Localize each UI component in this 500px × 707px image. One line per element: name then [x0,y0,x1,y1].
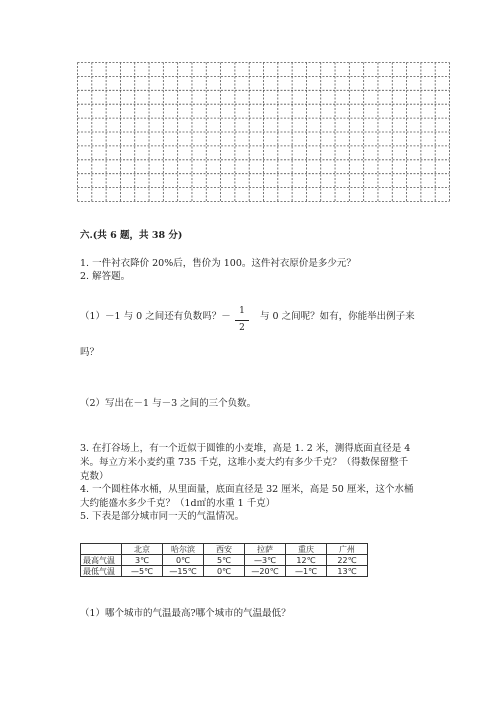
question-5-1: （1）哪个城市的气温最高?哪个城市的气温最低？ [80,608,291,619]
question-3-line-3: 克数） [80,471,109,482]
fraction-denominator: 2 [239,323,245,333]
city-header: 北京 [122,544,163,555]
table-cell: —15℃ [163,566,204,577]
question-4-line-2: 大约能盛水多少千克？（1d㎡的水重 1 千克） [80,498,276,509]
fraction [235,306,249,334]
table-cell: —3℃ [245,555,286,566]
question-2: 2. 解答题。 [80,271,131,282]
table-row [81,566,368,577]
table-cell: 12℃ [286,555,327,566]
question-5: 5. 下表是部分城市同一天的气温情况。 [80,511,245,522]
table-cell: —1℃ [286,566,327,577]
city-header: 重庆 [286,544,327,555]
table-cell: —5℃ [122,566,163,577]
fraction-bar [235,320,249,321]
table-cell: —20℃ [245,566,286,577]
question-2-1-part-a: （1）－1 与 0 之间还有负数吗？－ [80,311,231,322]
question-2-1-part-b: 与 0 之间呢？如有，你能举出例子来 [260,311,415,322]
table-header-row [81,544,368,555]
city-header: 广州 [327,544,368,555]
question-2-1-part-c: 吗？ [80,347,100,358]
section-title: 六.(共 6 题，共 38 分) [80,230,183,241]
row-label: 最低气温 [81,566,122,577]
table-corner-cell [81,544,122,555]
row-label: 最高气温 [81,555,122,566]
city-header: 哈尔滨 [163,544,204,555]
table-cell: 0℃ [204,566,245,577]
table-row [81,555,368,566]
question-4-line-1: 4. 一个圆柱体水桶，从里面量，底面直径是 32 厘米，高是 50 厘米，这个水桶 [80,484,414,495]
city-header: 西安 [204,544,245,555]
table-cell: 0℃ [163,555,204,566]
question-2-2: （2）写出在－1 与－3 之间的三个负数。 [80,398,257,409]
table-cell: 13℃ [327,566,368,577]
table-cell: 3℃ [122,555,163,566]
writing-grid [77,62,450,202]
question-3-line-1: 3. 在打谷场上，有一个近似于圆锥的小麦堆，高是 1. 2 米，测得底面直径是 4 [80,443,411,454]
question-3-line-2: 米。每立方米小麦约重 735 千克，这堆小麦大约有多少千克？（得数保留整千 [80,457,409,468]
table-cell: 22℃ [327,555,368,566]
fraction-numerator: 1 [239,306,245,316]
city-header: 拉萨 [245,544,286,555]
question-1: 1. 一件衬衣降价 20%后，售价为 100。这件衬衣原价是多少元？ [80,258,356,269]
table-cell: 5℃ [204,555,245,566]
temperature-table [80,543,368,577]
